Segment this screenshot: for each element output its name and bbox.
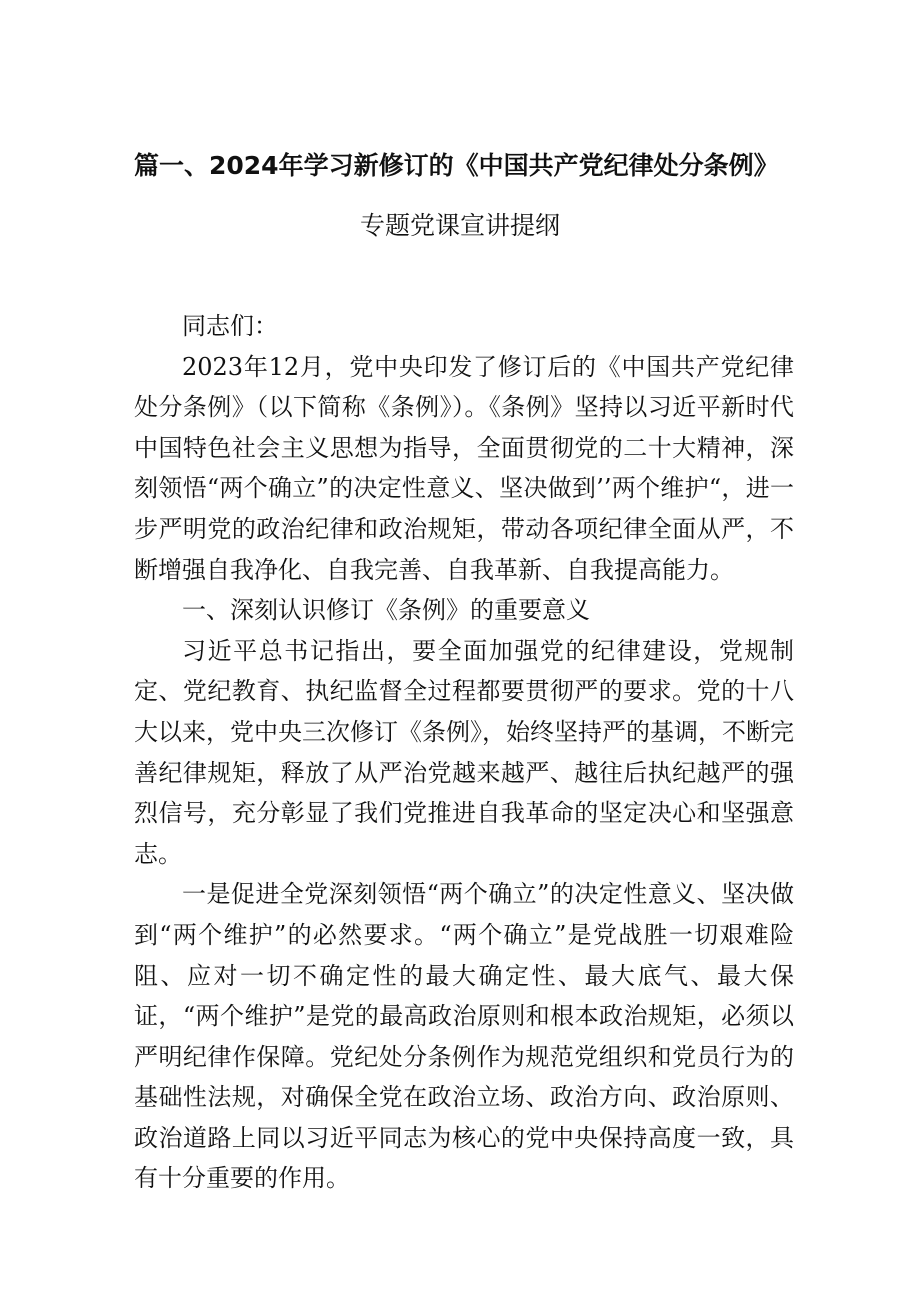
greeting: 同志们： xyxy=(182,312,278,340)
document-subtitle: 专题党课宣讲提纲 xyxy=(359,211,560,240)
paragraph-intro: 2023年12月，党中央印发了修订后的《中国共产党纪律处分条例》（以下简称《条例》）。《条例》坚持以习近平新时代中国特色社会主义思想为指导，全面贯彻党的二十大精神，深刻领悟“两个确立”的决定性意义、坚决做到’’两个维护“，进一步严明党的政治纪律和政治规矩，带动各项纪律全面从严，不断增强自我净化、自我完善、自我革新、自我提高能力。 xyxy=(134,352,794,584)
document-title: 篇一、2024年学习新修订的《中国共产党纪律处分条例》 xyxy=(134,151,779,180)
document-body xyxy=(134,306,794,1199)
section-heading: 一、深刻认识修订《条例》的重要意义 xyxy=(182,596,590,625)
paragraph-significance: 习近平总书记指出，要全面加强党的纪律建设，党规制定、党纪教育、执纪监督全过程都要贯彻严的要求。党的十八大以来，党中央三次修订《条例》，始终坚持严的基调，不断完善纪律规矩，释放了从严治党越来越严、越往后执纪越严的强烈信号，充分彰显了我们党推进自我革命的坚定决心和坚强意志。 xyxy=(134,636,794,868)
paragraph-point-one: 一是促进全党深刻领悟“两个确立”的决定性意义、坚决做到“两个维护”的必然要求。“两个确立”是党战胜一切艰难险阻、应对一切不确定性的最大确定性、最大底气、最大保证，“两个维护”是党的最高政治原则和根本政治规矩，必须以严明纪律作保障。党纪处分条例作为规范党组织和党员行为的基础性法规，对确保全党在政治立场、政治方向、政治原则、政治道路上同以习近平同志为核心的党中央保持高度一致，具有十分重要的作用。 xyxy=(134,880,794,1193)
